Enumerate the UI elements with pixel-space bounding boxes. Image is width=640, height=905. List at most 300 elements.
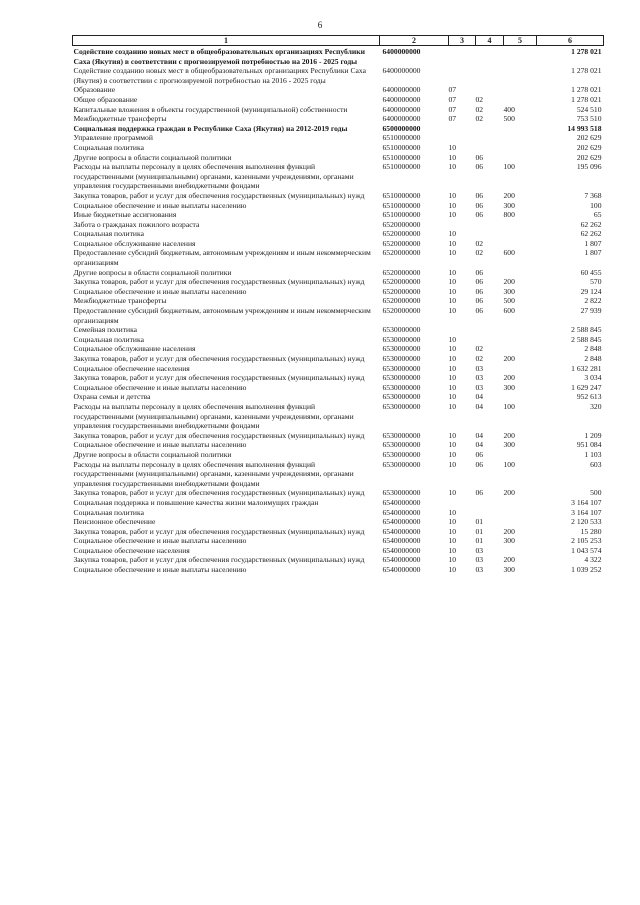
table-row	[73, 143, 604, 153]
row-target-code: 6520000000	[382, 248, 421, 258]
row-target-code: 6530000000	[382, 344, 421, 354]
row-expense-type: 100	[503, 401, 515, 411]
row-subsection: 06	[475, 449, 484, 459]
row-subsection: 02	[475, 104, 484, 114]
row-amount: 1 807	[584, 238, 602, 248]
row-subsection: 06	[475, 152, 484, 162]
row-expense-type: 500	[503, 296, 515, 306]
row-amount: 500	[590, 488, 602, 498]
col-header-name: 1	[73, 36, 380, 46]
row-target-code: 6400000000	[382, 94, 421, 104]
row-target-code: 6400000000	[382, 66, 421, 76]
row-section: 10	[448, 488, 457, 498]
row-expense-type: 500	[503, 114, 515, 124]
row-target-code: 6510000000	[382, 133, 421, 143]
table-row	[73, 306, 604, 325]
row-amount: 62 262	[580, 219, 602, 229]
table-row	[73, 527, 604, 537]
row-section: 10	[448, 200, 457, 210]
row-name: Общее образование	[73, 94, 138, 104]
row-expense-type: 800	[503, 210, 515, 220]
row-name: Содействие созданию новых мест в общеобразовательных организациях Республики Саха (Якутия) в соответствии с прогнозируемой потребностью на 2016 - 2025 годы	[73, 47, 366, 66]
row-name: Закупка товаров, работ и услуг для обеспечения государственных (муниципальных) нужд	[73, 526, 365, 536]
col-header-expense-type: 5	[504, 36, 537, 46]
row-section: 10	[448, 286, 457, 296]
row-section	[449, 124, 476, 134]
row-name: Семейная политика	[73, 325, 138, 335]
row-amount: 60 455	[580, 267, 602, 277]
table-row	[73, 239, 604, 249]
row-subsection	[476, 133, 504, 143]
row-name: Закупка товаров, работ и услуг для обеспечения государственных (муниципальных) нужд	[73, 430, 365, 440]
table-row	[73, 46, 604, 67]
row-subsection: 06	[475, 459, 484, 469]
row-section: 10	[448, 229, 457, 239]
row-name: Закупка товаров, работ и услуг для обеспечения государственных (муниципальных) нужд	[73, 373, 365, 383]
row-expense-type	[504, 220, 537, 230]
row-amount: 27 939	[580, 306, 602, 316]
row-expense-type: 300	[503, 286, 515, 296]
row-section: 07	[448, 85, 457, 95]
row-subsection	[476, 143, 504, 153]
row-subsection: 06	[475, 162, 484, 172]
row-expense-type: 200	[503, 526, 515, 536]
row-amount: 62 262	[580, 229, 602, 239]
row-expense-type: 300	[503, 440, 515, 450]
row-target-code: 6520000000	[382, 238, 421, 248]
row-expense-type	[504, 124, 537, 134]
row-amount: 2 822	[584, 296, 602, 306]
row-subsection: 06	[475, 210, 484, 220]
row-expense-type: 200	[503, 555, 515, 565]
row-target-code: 6510000000	[382, 142, 421, 152]
row-name: Пенсионное обеспечение	[73, 517, 156, 527]
table-row	[73, 153, 604, 163]
row-section: 10	[448, 334, 457, 344]
row-target-code: 6530000000	[382, 488, 421, 498]
row-expense-type: 200	[503, 354, 515, 363]
table-row	[73, 201, 604, 211]
row-subsection	[476, 335, 504, 345]
row-section	[449, 46, 476, 67]
table-body	[73, 46, 604, 575]
row-subsection: 04	[475, 401, 484, 411]
row-subsection: 01	[475, 517, 484, 527]
table-row	[73, 220, 604, 230]
table-row	[73, 95, 604, 105]
row-target-code: 6530000000	[382, 363, 421, 373]
row-section	[449, 498, 476, 508]
row-target-code: 6530000000	[382, 354, 421, 363]
row-target-code: 6530000000	[382, 440, 421, 450]
table-row	[73, 210, 604, 220]
row-target-code: 6530000000	[382, 449, 421, 459]
table-row	[73, 460, 604, 489]
table-row	[73, 114, 604, 124]
row-section: 10	[448, 238, 457, 248]
row-name: Социальная поддержка и повышение качества жизни малоимущих граждан	[73, 497, 319, 507]
row-name: Социальная политика	[73, 229, 144, 239]
row-target-code: 6500000000	[382, 123, 421, 133]
row-target-code: 6540000000	[382, 507, 421, 517]
row-section: 10	[448, 162, 457, 172]
row-subsection: 06	[475, 296, 484, 306]
row-amount: 570	[590, 277, 602, 287]
table-row	[73, 402, 604, 431]
table-row	[73, 508, 604, 518]
row-expense-type: 200	[503, 277, 515, 287]
row-expense-type: 400	[503, 104, 515, 114]
row-expense-type	[504, 325, 537, 335]
table-row	[73, 287, 604, 297]
table-row	[73, 450, 604, 460]
row-subsection	[476, 85, 504, 95]
row-subsection: 06	[475, 200, 484, 210]
table-row	[73, 162, 604, 191]
row-target-code: 6540000000	[382, 497, 421, 507]
row-amount: 2 848	[584, 344, 602, 354]
row-amount: 1 278 021	[571, 94, 602, 104]
row-name: Социальное обслуживание населения	[73, 238, 196, 248]
row-amount: 2 588 845	[571, 325, 602, 335]
row-amount: 65	[593, 210, 602, 220]
row-section: 10	[448, 277, 457, 287]
table-row	[73, 335, 604, 345]
row-amount: 1 039 252	[571, 565, 602, 575]
table-row	[73, 498, 604, 508]
table-row	[73, 517, 604, 527]
budget-table	[72, 35, 604, 575]
row-expense-type: 600	[503, 306, 515, 316]
row-section: 10	[448, 536, 457, 546]
table-row	[73, 373, 604, 383]
row-expense-type: 100	[503, 459, 515, 469]
row-target-code: 6530000000	[382, 382, 421, 392]
row-name: Социальная политика	[73, 334, 144, 344]
row-section: 10	[448, 449, 457, 459]
col-header-subsection: 4	[476, 36, 504, 46]
table-row	[73, 133, 604, 143]
row-name: Предоставление субсидий бюджетным, автономным учреждениям и иным некоммерческим организациям	[73, 306, 371, 325]
row-name: Управление программой	[73, 133, 153, 143]
row-amount: 14 993 518	[567, 123, 602, 133]
row-section: 10	[448, 296, 457, 306]
row-target-code: 6520000000	[382, 286, 421, 296]
row-subsection: 02	[475, 248, 484, 258]
row-amount: 100	[590, 200, 602, 210]
row-expense-type: 200	[503, 488, 515, 498]
row-target-code: 6510000000	[382, 152, 421, 162]
row-target-code: 6540000000	[382, 565, 421, 575]
row-expense-type	[504, 46, 537, 67]
col-header-section: 3	[449, 36, 476, 46]
table-row	[73, 229, 604, 239]
row-amount: 2 120 533	[571, 517, 602, 527]
row-amount: 603	[590, 459, 602, 469]
row-section: 10	[448, 142, 457, 152]
row-subsection	[476, 220, 504, 230]
row-target-code: 6530000000	[382, 334, 421, 344]
row-expense-type: 300	[503, 565, 515, 575]
row-amount: 1 629 247	[571, 382, 602, 392]
row-name: Закупка товаров, работ и услуг для обеспечения государственных (муниципальных) нужд	[73, 488, 365, 498]
row-section: 10	[448, 248, 457, 258]
row-name: Закупка товаров, работ и услуг для обеспечения государственных (муниципальных) нужд	[73, 190, 365, 200]
row-expense-type: 200	[503, 373, 515, 383]
row-name: Расходы на выплаты персоналу в целях обеспечения выполнения функций государственными (муниципальными) органами, казенными учреждениями, органами управления государственными внебюджетными фондами	[73, 162, 354, 191]
row-section: 10	[448, 555, 457, 565]
row-target-code: 6520000000	[382, 277, 421, 287]
row-amount: 524 510	[576, 104, 602, 114]
row-target-code: 6530000000	[382, 392, 421, 402]
row-expense-type	[504, 344, 537, 354]
page-number: 6	[317, 20, 323, 30]
row-amount: 202 629	[576, 152, 602, 162]
row-name: Иные бюджетные ассигнования	[73, 210, 177, 220]
row-target-code: 6510000000	[382, 162, 421, 172]
table-row	[73, 124, 604, 134]
row-target-code: 6540000000	[382, 517, 421, 527]
row-name: Образование	[73, 85, 116, 95]
row-expense-type	[504, 508, 537, 518]
row-expense-type	[504, 268, 537, 278]
row-expense-type: 300	[503, 200, 515, 210]
row-expense-type	[504, 239, 537, 249]
row-section: 10	[448, 401, 457, 411]
row-name: Закупка товаров, работ и услуг для обеспечения государственных (муниципальных) нужд	[73, 555, 365, 565]
table-row	[73, 296, 604, 306]
row-section: 10	[448, 430, 457, 440]
row-section: 10	[448, 526, 457, 536]
row-section: 10	[448, 190, 457, 200]
row-target-code: 6520000000	[382, 219, 421, 229]
table-header	[73, 36, 604, 46]
row-amount: 952 613	[576, 392, 602, 402]
table-row	[73, 392, 604, 402]
table-row	[73, 488, 604, 498]
row-section: 10	[448, 382, 457, 392]
row-amount: 7 368	[584, 190, 602, 200]
row-name: Социальное обеспечение и иные выплаты населению	[73, 536, 247, 546]
table-row	[73, 248, 604, 267]
row-section	[449, 220, 476, 230]
row-expense-type	[504, 517, 537, 527]
row-name: Закупка товаров, работ и услуг для обеспечения государственных (муниципальных) нужд	[73, 277, 365, 287]
row-target-code: 6530000000	[382, 430, 421, 440]
row-subsection: 06	[475, 267, 484, 277]
row-subsection	[476, 124, 504, 134]
row-name: Социальное обеспечение и иные выплаты населению	[73, 565, 247, 575]
table-row	[73, 431, 604, 441]
row-section: 10	[448, 392, 457, 402]
row-expense-type	[504, 153, 537, 163]
row-expense-type	[504, 66, 537, 85]
table-row	[73, 105, 604, 115]
row-target-code: 6510000000	[382, 190, 421, 200]
row-amount: 202 629	[576, 142, 602, 152]
row-expense-type	[504, 546, 537, 556]
row-name: Другие вопросы в области социальной политики	[73, 152, 232, 162]
header-row	[73, 36, 604, 46]
row-amount: 1 278 021	[571, 47, 602, 56]
row-amount: 1 103	[584, 449, 602, 459]
row-amount: 1 278 021	[571, 85, 602, 95]
row-subsection: 03	[475, 382, 484, 392]
row-target-code: 6530000000	[382, 325, 421, 335]
row-subsection: 06	[475, 277, 484, 287]
row-amount: 4 322	[584, 555, 602, 565]
row-amount: 1 043 574	[571, 545, 602, 555]
row-name: Межбюджетные трансферты	[73, 296, 167, 306]
row-name: Социальная поддержка граждан в Республике Саха (Якутия) на 2012-2019 годы	[73, 123, 348, 133]
table-row	[73, 344, 604, 354]
row-subsection: 02	[475, 354, 484, 363]
row-section: 10	[448, 344, 457, 354]
row-section: 10	[448, 440, 457, 450]
row-amount: 3 164 107	[571, 497, 602, 507]
row-section: 10	[448, 152, 457, 162]
row-name: Закупка товаров, работ и услуг для обеспечения государственных (муниципальных) нужд	[73, 354, 365, 363]
row-section: 07	[448, 104, 457, 114]
row-subsection: 06	[475, 286, 484, 296]
row-expense-type	[504, 498, 537, 508]
row-target-code: 6400000000	[382, 85, 421, 95]
row-section: 10	[448, 267, 457, 277]
row-section	[449, 325, 476, 335]
row-target-code: 6400000000	[382, 47, 421, 56]
row-amount: 320	[590, 401, 602, 411]
row-name: Расходы на выплаты персоналу в целях обеспечения выполнения функций государственными (муниципальными) органами, казенными учреждениями, органами управления государственными внебюджетными фондами	[73, 459, 354, 488]
row-subsection	[476, 66, 504, 85]
row-subsection: 06	[475, 488, 484, 498]
row-subsection: 01	[475, 526, 484, 536]
row-name: Другие вопросы в области социальной политики	[73, 267, 232, 277]
row-target-code: 6400000000	[382, 114, 421, 124]
row-name: Содействие созданию новых мест в общеобразовательных организациях Республики Саха (Якутия) в соответствии с прогнозируемой потребностью на 2016 - 2025 годы	[73, 66, 366, 85]
row-amount: 1 632 281	[571, 363, 602, 373]
row-section: 10	[448, 363, 457, 373]
row-name: Социальное обеспечение и иные выплаты населению	[73, 440, 247, 450]
table-row	[73, 536, 604, 546]
row-target-code: 6540000000	[382, 526, 421, 536]
row-expense-type	[504, 95, 537, 105]
row-name: Социальное обслуживание населения	[73, 344, 196, 354]
row-amount: 2 105 253	[571, 536, 602, 546]
row-amount: 2 588 845	[571, 334, 602, 344]
row-target-code: 6540000000	[382, 536, 421, 546]
row-subsection: 04	[475, 392, 484, 402]
row-subsection: 06	[475, 190, 484, 200]
row-amount: 195 096	[576, 162, 602, 172]
row-target-code: 6510000000	[382, 200, 421, 210]
table-row	[73, 191, 604, 201]
row-name: Забота о гражданах пожилого возраста	[73, 219, 200, 229]
table-row	[73, 555, 604, 565]
row-subsection: 04	[475, 430, 484, 440]
row-subsection: 01	[475, 536, 484, 546]
table-row	[73, 565, 604, 575]
row-amount: 3 164 107	[571, 507, 602, 517]
row-section: 10	[448, 565, 457, 575]
table-row	[73, 268, 604, 278]
row-subsection: 02	[475, 94, 484, 104]
row-target-code: 6520000000	[382, 296, 421, 306]
row-subsection: 03	[475, 363, 484, 373]
row-expense-type	[504, 392, 537, 402]
table-row	[73, 354, 604, 364]
row-amount: 202 629	[576, 133, 602, 143]
row-amount: 753 510	[576, 114, 602, 124]
row-expense-type: 200	[503, 430, 515, 440]
row-section: 10	[448, 459, 457, 469]
row-name: Другие вопросы в области социальной политики	[73, 449, 232, 459]
row-target-code: 6530000000	[382, 459, 421, 469]
row-target-code: 6520000000	[382, 229, 421, 239]
row-expense-type	[504, 450, 537, 460]
row-subsection: 02	[475, 114, 484, 124]
row-subsection	[476, 46, 504, 67]
table-row	[73, 440, 604, 450]
row-subsection: 03	[475, 545, 484, 555]
row-section: 10	[448, 545, 457, 555]
row-target-code: 6540000000	[382, 545, 421, 555]
row-name: Социальное обеспечение населения	[73, 363, 190, 373]
row-name: Социальное обеспечение и иные выплаты населению	[73, 200, 247, 210]
table-row	[73, 277, 604, 287]
row-expense-type: 200	[503, 190, 515, 200]
table-row	[73, 325, 604, 335]
row-expense-type: 300	[503, 382, 515, 392]
row-expense-type: 300	[503, 536, 515, 546]
row-subsection: 02	[475, 344, 484, 354]
row-section: 10	[448, 507, 457, 517]
row-section: 10	[448, 354, 457, 363]
row-section: 07	[448, 114, 457, 124]
row-target-code: 6520000000	[382, 306, 421, 316]
table-row	[73, 364, 604, 374]
row-subsection: 03	[475, 555, 484, 565]
row-expense-type	[504, 143, 537, 153]
row-subsection	[476, 325, 504, 335]
row-target-code: 6520000000	[382, 267, 421, 277]
row-name: Межбюджетные трансферты	[73, 114, 167, 124]
row-target-code: 6530000000	[382, 401, 421, 411]
row-expense-type	[504, 335, 537, 345]
row-name: Охрана семьи и детства	[73, 392, 151, 402]
row-subsection: 03	[475, 373, 484, 383]
row-target-code: 6510000000	[382, 210, 421, 220]
row-subsection	[476, 498, 504, 508]
row-name: Социальное обеспечение и иные выплаты населению	[73, 382, 247, 392]
row-subsection	[476, 508, 504, 518]
row-amount: 15 280	[580, 526, 602, 536]
table-row	[73, 85, 604, 95]
col-header-amount: 6	[537, 36, 604, 46]
row-subsection: 06	[475, 306, 484, 316]
col-header-code: 2	[380, 36, 449, 46]
row-subsection: 04	[475, 440, 484, 450]
row-amount: 1 278 021	[571, 66, 602, 76]
row-expense-type	[504, 229, 537, 239]
row-section: 10	[448, 373, 457, 383]
row-subsection: 03	[475, 565, 484, 575]
row-expense-type: 100	[503, 162, 515, 172]
row-expense-type	[504, 133, 537, 143]
row-section: 07	[448, 94, 457, 104]
row-amount: 3 034	[584, 373, 602, 383]
row-name: Социальное обеспечение населения	[73, 545, 190, 555]
row-name: Социальное обеспечение и иные выплаты населению	[73, 286, 247, 296]
